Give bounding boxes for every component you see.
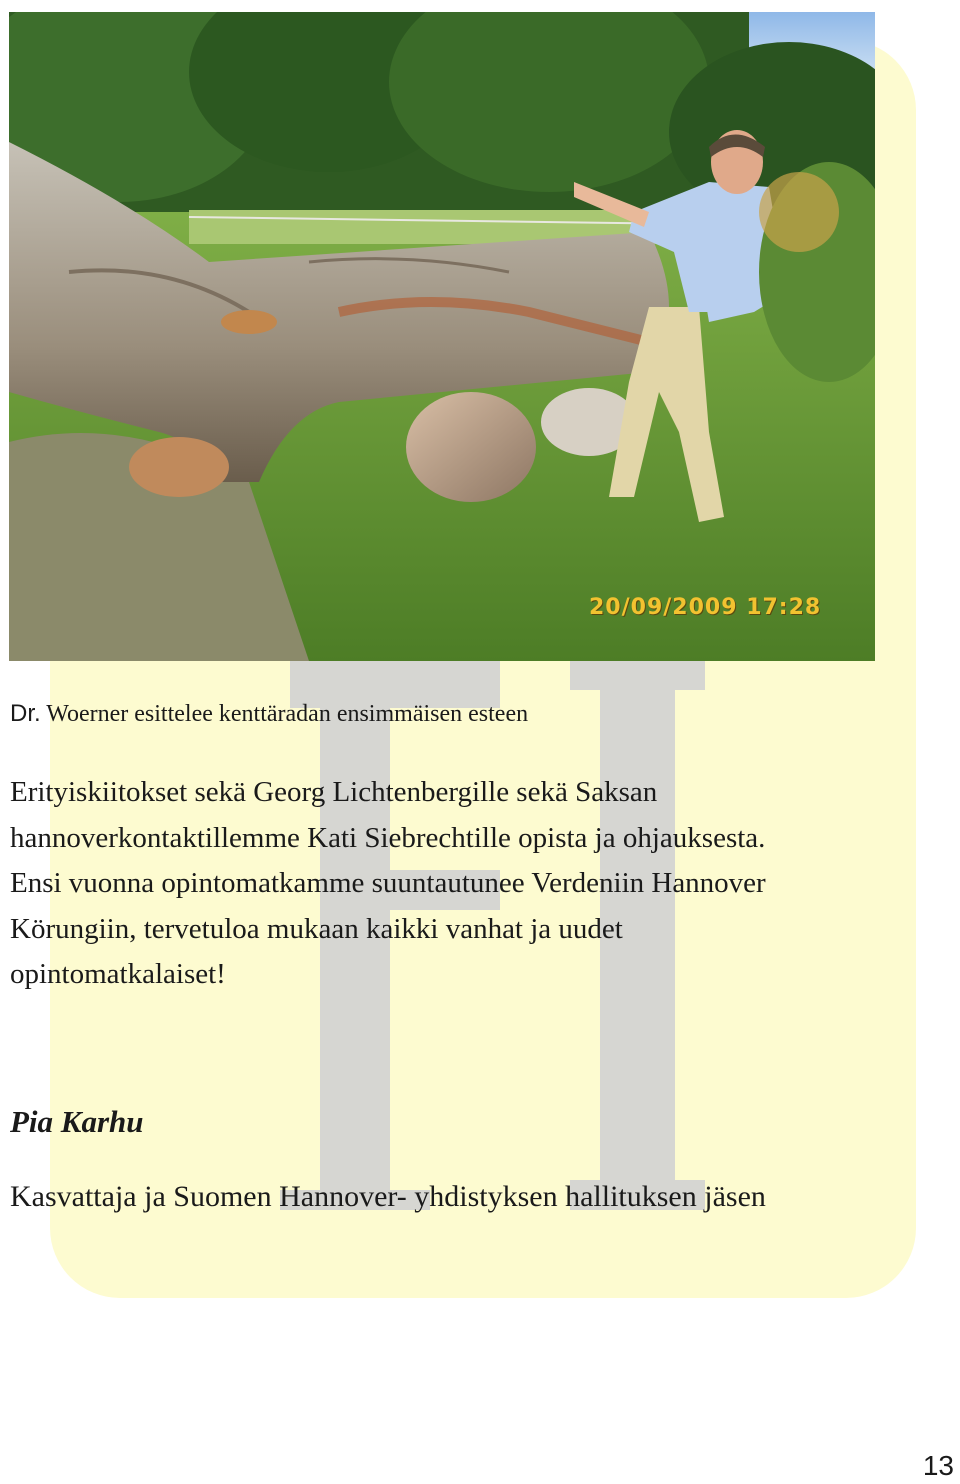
author-title: Kasvattaja ja Suomen Hannover- yhdistyksen hallituksen jäsen: [10, 1180, 766, 1213]
photo-date-stamp: 20/09/2009 17:28: [589, 595, 822, 620]
caption-text: Woerner esittelee kenttäradan ensimmäisen esteen: [40, 701, 529, 727]
author-name: Pia Karhu: [10, 1104, 144, 1139]
photo-caption: [10, 700, 528, 728]
caption-prefix: Dr.: [10, 700, 41, 727]
body-line: hannoverkontaktillemme Kati Siebrechtille opista ja ohjauksesta.: [10, 821, 766, 854]
photo-man-with-log: [9, 12, 875, 661]
page-number: 13: [922, 1450, 954, 1481]
body-line: opintomatkalaiset!: [10, 958, 226, 990]
body-paragraph: [10, 770, 940, 998]
body-line: Ensi vuonna opintomatkamme suuntautunee Verdeniin Hannover: [10, 867, 766, 899]
body-line: Körungiin, tervetuloa mukaan kaikki vanhat ja uudet: [10, 912, 623, 945]
body-line: Erityiskiitokset sekä Georg Lichtenbergille sekä Saksan: [10, 776, 658, 808]
